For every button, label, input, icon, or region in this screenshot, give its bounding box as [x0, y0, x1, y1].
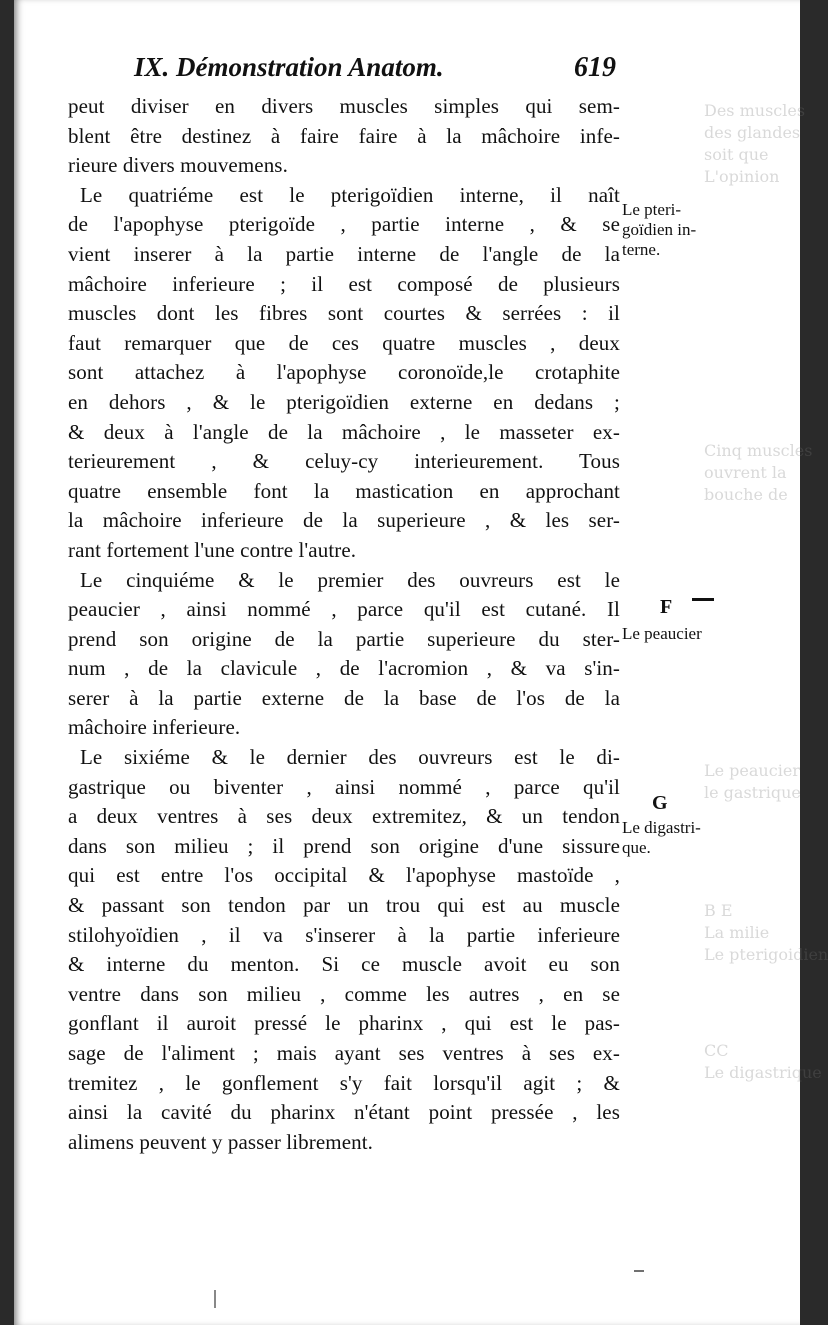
margin-note-line: Le pteri-: [622, 200, 681, 219]
paragraph: [68, 743, 620, 1157]
bleed-through-text: CC Le digastrique: [704, 1041, 822, 1082]
text-line: peut diviser en divers muscles simples qui sem-: [68, 94, 620, 118]
text-line: sont attachez à l'apophyse coronoïde,le crotaphite: [68, 360, 620, 385]
text-line: a deux ventres à ses deux extremitez, & un tendon: [68, 804, 620, 829]
text-line: de l'apophyse pterigoïde , partie interne , & se: [68, 212, 620, 237]
ink-speck: [634, 1270, 644, 1272]
text-line: prend son origine de la partie superieure du ster-: [68, 626, 620, 651]
paragraph: [68, 92, 620, 181]
text-line: serer à la partie externe de la base de l'os de la: [68, 685, 620, 710]
text-line: stilohyoïdien , il va s'inserer à la partie inferieure: [68, 922, 620, 947]
text-line: Le sixiéme & le dernier des ouvreurs est le di-: [80, 745, 620, 770]
paragraph: [68, 566, 620, 744]
bleed-through-text: Des muscles des glandes soit que L'opinion: [704, 101, 806, 186]
text-line: & passant son tendon par un trou qui est au muscle: [68, 893, 620, 918]
paragraph: [68, 181, 620, 566]
text-line: ainsi la cavité du pharinx n'étant point pressée , les: [68, 1100, 620, 1125]
text-line: mâchoire inferieure ; il est composé de plusieurs: [68, 271, 620, 296]
margin-note-digastrique: [622, 818, 732, 858]
text-line: terieurement , & celuy-cy interieurement. Tous: [68, 449, 620, 474]
margin-note-line: terne.: [622, 240, 661, 259]
bleed-through-text: Le peaucier le gastrique: [704, 761, 801, 802]
text-line: muscles dont les fibres sont courtes & serrées : il: [68, 301, 620, 326]
text-line: gastrique ou biventer , ainsi nommé , parce qu'il: [68, 774, 620, 799]
text-line: gonflant il auroit pressé le pharinx , qui est le pas-: [68, 1011, 620, 1036]
margin-note-line: Le peaucier: [622, 624, 702, 643]
book-page: [14, 0, 828, 1325]
text-line: blent être destinez à faire faire à la mâchoire infe-: [68, 123, 620, 148]
margin-note-line: Le digastri-: [622, 818, 701, 837]
text-line: alimens peuvent y passer librement.: [68, 1129, 373, 1154]
text-line: rant fortement l'une contre l'autre.: [68, 537, 357, 562]
text-line: Le quatriéme est le pterigoïdien interne, il naît: [80, 182, 620, 207]
margin-note-peaucier: [622, 624, 732, 644]
text-line: & deux à l'angle de la mâchoire , le masseter ex-: [68, 419, 620, 444]
text-line: vient inserer à la partie interne de l'angle de la: [68, 241, 620, 266]
printer-mark: [692, 598, 714, 601]
margin-letter-f: F: [660, 596, 673, 618]
bleed-through-text: Cinq muscles ouvrent la bouche de: [704, 441, 813, 504]
text-line: sage de l'aliment ; mais ayant ses ventres à ses ex-: [68, 1041, 620, 1065]
text-line: qui est entre l'os occipital & l'apophyse mastoïde ,: [68, 863, 620, 888]
ink-speck: [214, 1290, 216, 1308]
text-line: num , de la clavicule , de l'acromion , & va s'in-: [68, 656, 620, 681]
running-head: [134, 52, 616, 92]
page-number: 619: [574, 52, 616, 83]
text-line: Le cinquiéme & le premier des ouvreurs est le: [80, 567, 620, 592]
text-line: faut remarquer que de ces quatre muscles , deux: [68, 330, 620, 355]
body-text: [68, 92, 620, 1157]
text-line: quatre ensemble font la mastication en approchant: [68, 478, 620, 503]
text-line: peaucier , ainsi nommé , parce qu'il est cutané. Il: [68, 597, 620, 622]
text-line: mâchoire inferieure.: [68, 715, 241, 740]
text-line: en dehors , & le pterigoïdien externe en dedans ;: [68, 389, 620, 414]
margin-note-line: goïdien in-: [622, 220, 697, 239]
text-line: rieure divers mouvemens.: [68, 153, 288, 178]
margin-note-pterigoidien: [622, 200, 732, 260]
margin-letter-g: G: [652, 792, 668, 814]
running-title: IX. Démonstration Anatom.: [134, 52, 444, 82]
bleed-through-text: B E La milie Le pterigoidien: [704, 901, 828, 964]
text-line: & interne du menton. Si ce muscle avoit eu son: [68, 952, 620, 977]
text-line: ventre dans son milieu , comme les autres , en se: [68, 981, 620, 1006]
margin-note-line: que.: [622, 838, 651, 857]
text-line: tremitez , le gonflement s'y fait lorsqu'il agit ; &: [68, 1070, 620, 1095]
text-line: la mâchoire inferieure de la superieure , & les ser-: [68, 508, 620, 533]
text-line: dans son milieu ; il prend son origine d'une sissure: [68, 833, 620, 858]
